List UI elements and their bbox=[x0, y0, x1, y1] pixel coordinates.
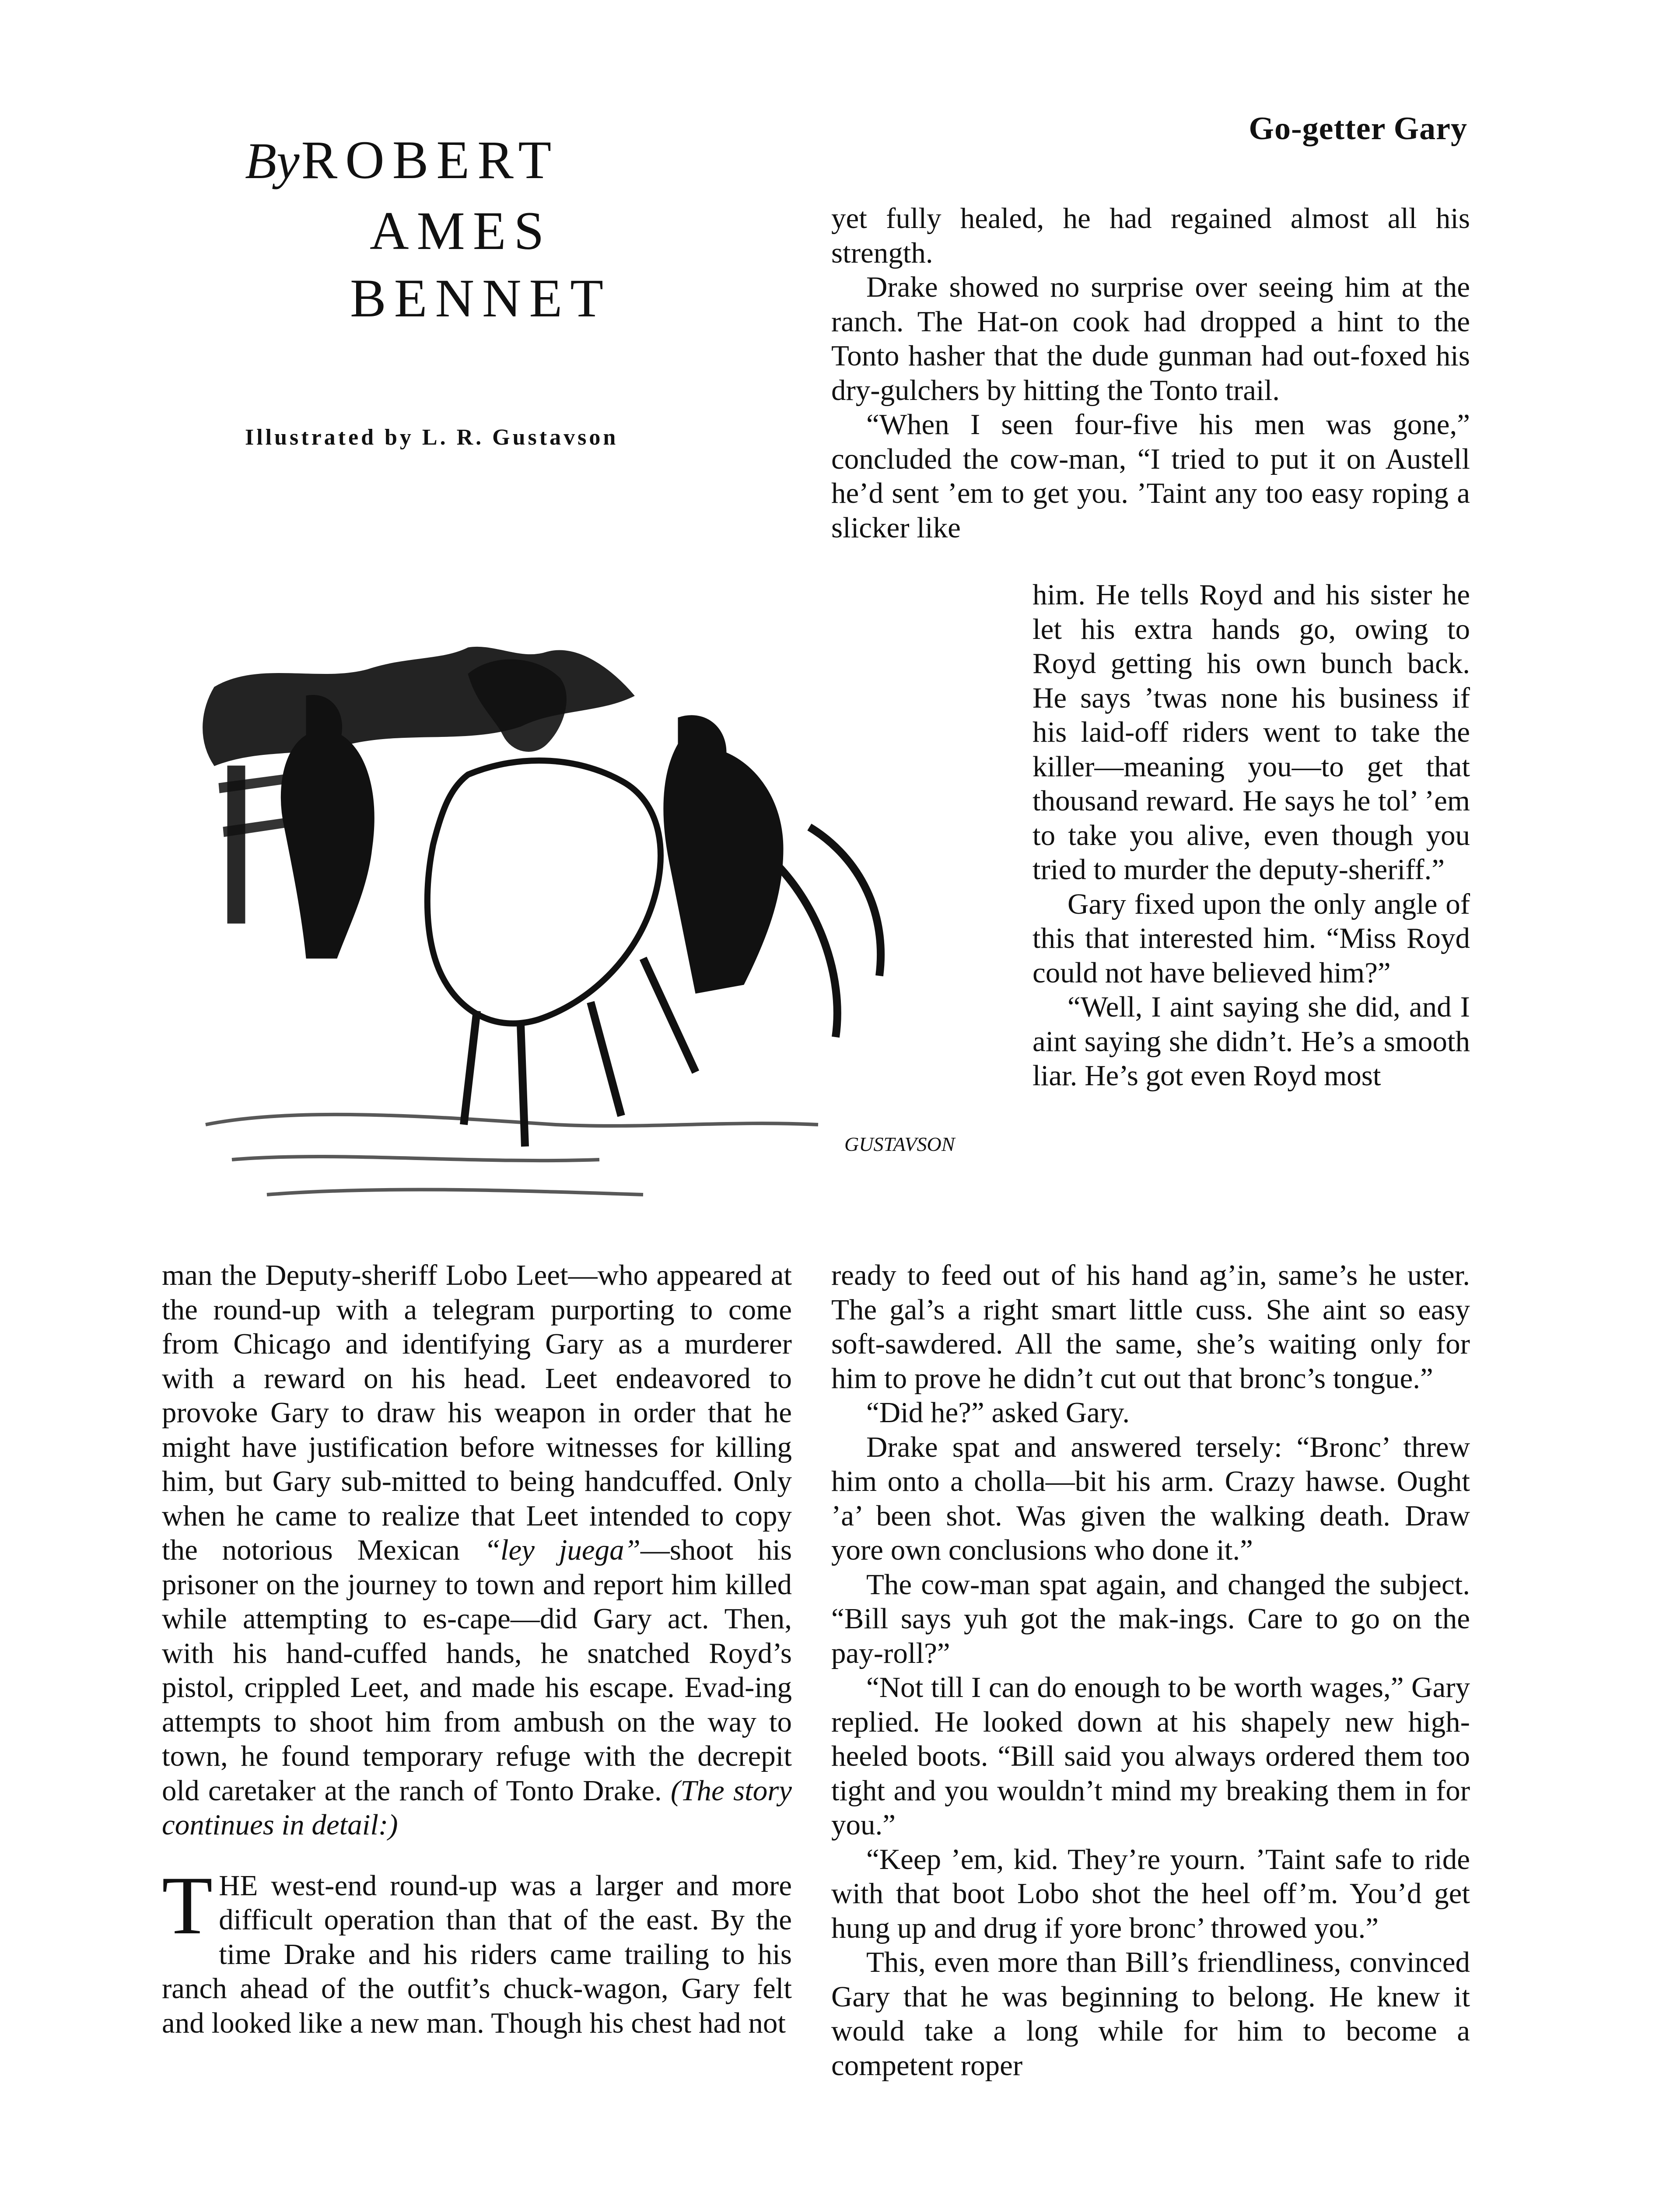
paragraph: Drake spat and answered tersely: “Bronc’ threw him onto a cholla—bit his arm. Crazy hawse. Ought ’a’ been shot. Was given the walking death. Draw yore own conclusions who done it.” bbox=[831, 1431, 1470, 1566]
author-name-line1: ROBERT bbox=[301, 130, 560, 190]
drop-cap: T bbox=[162, 1859, 213, 1952]
running-title: Go-getter Gary bbox=[1249, 111, 1467, 147]
byline bbox=[245, 131, 639, 326]
narrow-column bbox=[1032, 578, 1470, 1093]
paragraph: “Not till I can do enough to be worth wages,” Gary replied. He looked down at his shapely new high-heeled boots. “Bill said you always ordered them too tight and you wouldn’t mind my breaking them in for you.” bbox=[831, 1671, 1470, 1841]
ground-strokes bbox=[206, 1115, 818, 1195]
left-column-bottom bbox=[162, 1258, 792, 2040]
cowboy-right bbox=[664, 715, 783, 993]
paragraph: him. He tells Royd and his sister he let his extra hands go, owing to Royd getting his own bunch back. He says ’twas none his business if his laid-off riders went to take the killer—meaning you—to get that thousand reward. He says he tol’ ’em to take you alive, even though you tried to murder the deputy-sheriff.” bbox=[1032, 579, 1470, 886]
paragraph: Drake showed no surprise over seeing him at the ranch. The Hat-on cook had dropped a hint to the Tonto hasher that the dude gunman had out-foxed his dry-gulchers by hitting the Tonto trail. bbox=[831, 271, 1470, 407]
paragraph: “Well, I aint saying she did, and I aint saying she didn’t. He’s a smooth liar. He’s got even Royd most bbox=[1032, 991, 1470, 1092]
continues-note: (The story continues in detail:) bbox=[162, 1774, 792, 1841]
opening-paragraph bbox=[162, 1859, 792, 2041]
paragraph: “Did he?” asked Gary. bbox=[866, 1396, 1130, 1429]
illustrator-credit: Illustrated by L. R. Gustavson bbox=[245, 425, 619, 450]
synopsis-text-2: —shoot his prisoner on the journey to town and report him killed while attempting to es-cape—did Gary act. Then, with his hand-cuffed hands, he snatched Royd’s pistol, crippled Leet, and made his escape. Evad-ing attempts to shoot him from ambush on the way to town, he found temporary refuge with the decrepit old caretaker at the ranch of Tonto Drake. bbox=[162, 1534, 792, 1807]
paragraph: The cow-man spat again, and changed the subject. “Bill says yuh got the mak-ings. Care to go on the pay-roll?” bbox=[831, 1568, 1470, 1669]
paragraph: yet fully healed, he had regained almost all his strength. bbox=[831, 202, 1470, 269]
author-name-line2: AMES bbox=[370, 201, 552, 261]
opening-text: HE west-end round-up was a larger and more difficult operation than that of the east. By the time Drake and his riders came trailing to his ranch ahead of the outfit’s chuck-wagon, Gary felt and looked like a new man. Though his chest had not bbox=[162, 1869, 792, 2039]
paragraph: “When I seen four-five his men was gone,” concluded the cow-man, “I tried to put it on Austell he’d sent ’em to get you. ’Taint any too easy roping a slicker like bbox=[831, 408, 1470, 544]
right-column-top bbox=[831, 201, 1470, 545]
byline-by: By bbox=[245, 132, 300, 189]
artist-signature: GUSTAVSON bbox=[844, 1133, 955, 1155]
paragraph: Gary fixed upon the only angle of this that interested him. “Miss Royd could not have believed him?” bbox=[1032, 887, 1470, 989]
story-illustration bbox=[162, 643, 1002, 1221]
paragraph: “Keep ’em, kid. They’re yourn. ’Taint safe to ride with that boot Lobo shot the heel off’m. You’d get hung up and drug if yore bronc’ throwed you.” bbox=[831, 1843, 1470, 1944]
ley-juega: “ley juega” bbox=[484, 1534, 640, 1566]
saddle-and-horse bbox=[427, 761, 661, 1024]
right-column-bottom bbox=[831, 1258, 1470, 2083]
synopsis-text: man the Deputy-sheriff Lobo Leet—who appeared at the round-up with a telegram purporting to come from Chicago and identifying Gary as a murderer with a reward on his head. Leet endeavored to provoke Gary to draw his weapon in order that he might have justification before witnesses for killing him, but Gary sub-mitted to being handcuffed. Only when he came to realize that Leet intended to copy the notorious Mexican bbox=[162, 1259, 792, 1566]
paragraph: ready to feed out of his hand ag’in, same’s he uster. The gal’s a right smart little cuss. She aint so easy soft-sawdered. All the same, she’s waiting only for him to prove he didn’t cut out that bronc’s tongue.” bbox=[831, 1259, 1470, 1395]
synopsis bbox=[162, 1258, 792, 1842]
fence-post bbox=[228, 766, 245, 923]
background-horse-silhouette bbox=[203, 647, 634, 766]
horse-head bbox=[468, 659, 566, 751]
author-name-line3: BENNET bbox=[350, 268, 612, 328]
paragraph: This, even more than Bill’s friendliness, convinced Gary that he was beginning to belong. He knew it would take a long while for him to become a competent roper bbox=[831, 1946, 1470, 2082]
